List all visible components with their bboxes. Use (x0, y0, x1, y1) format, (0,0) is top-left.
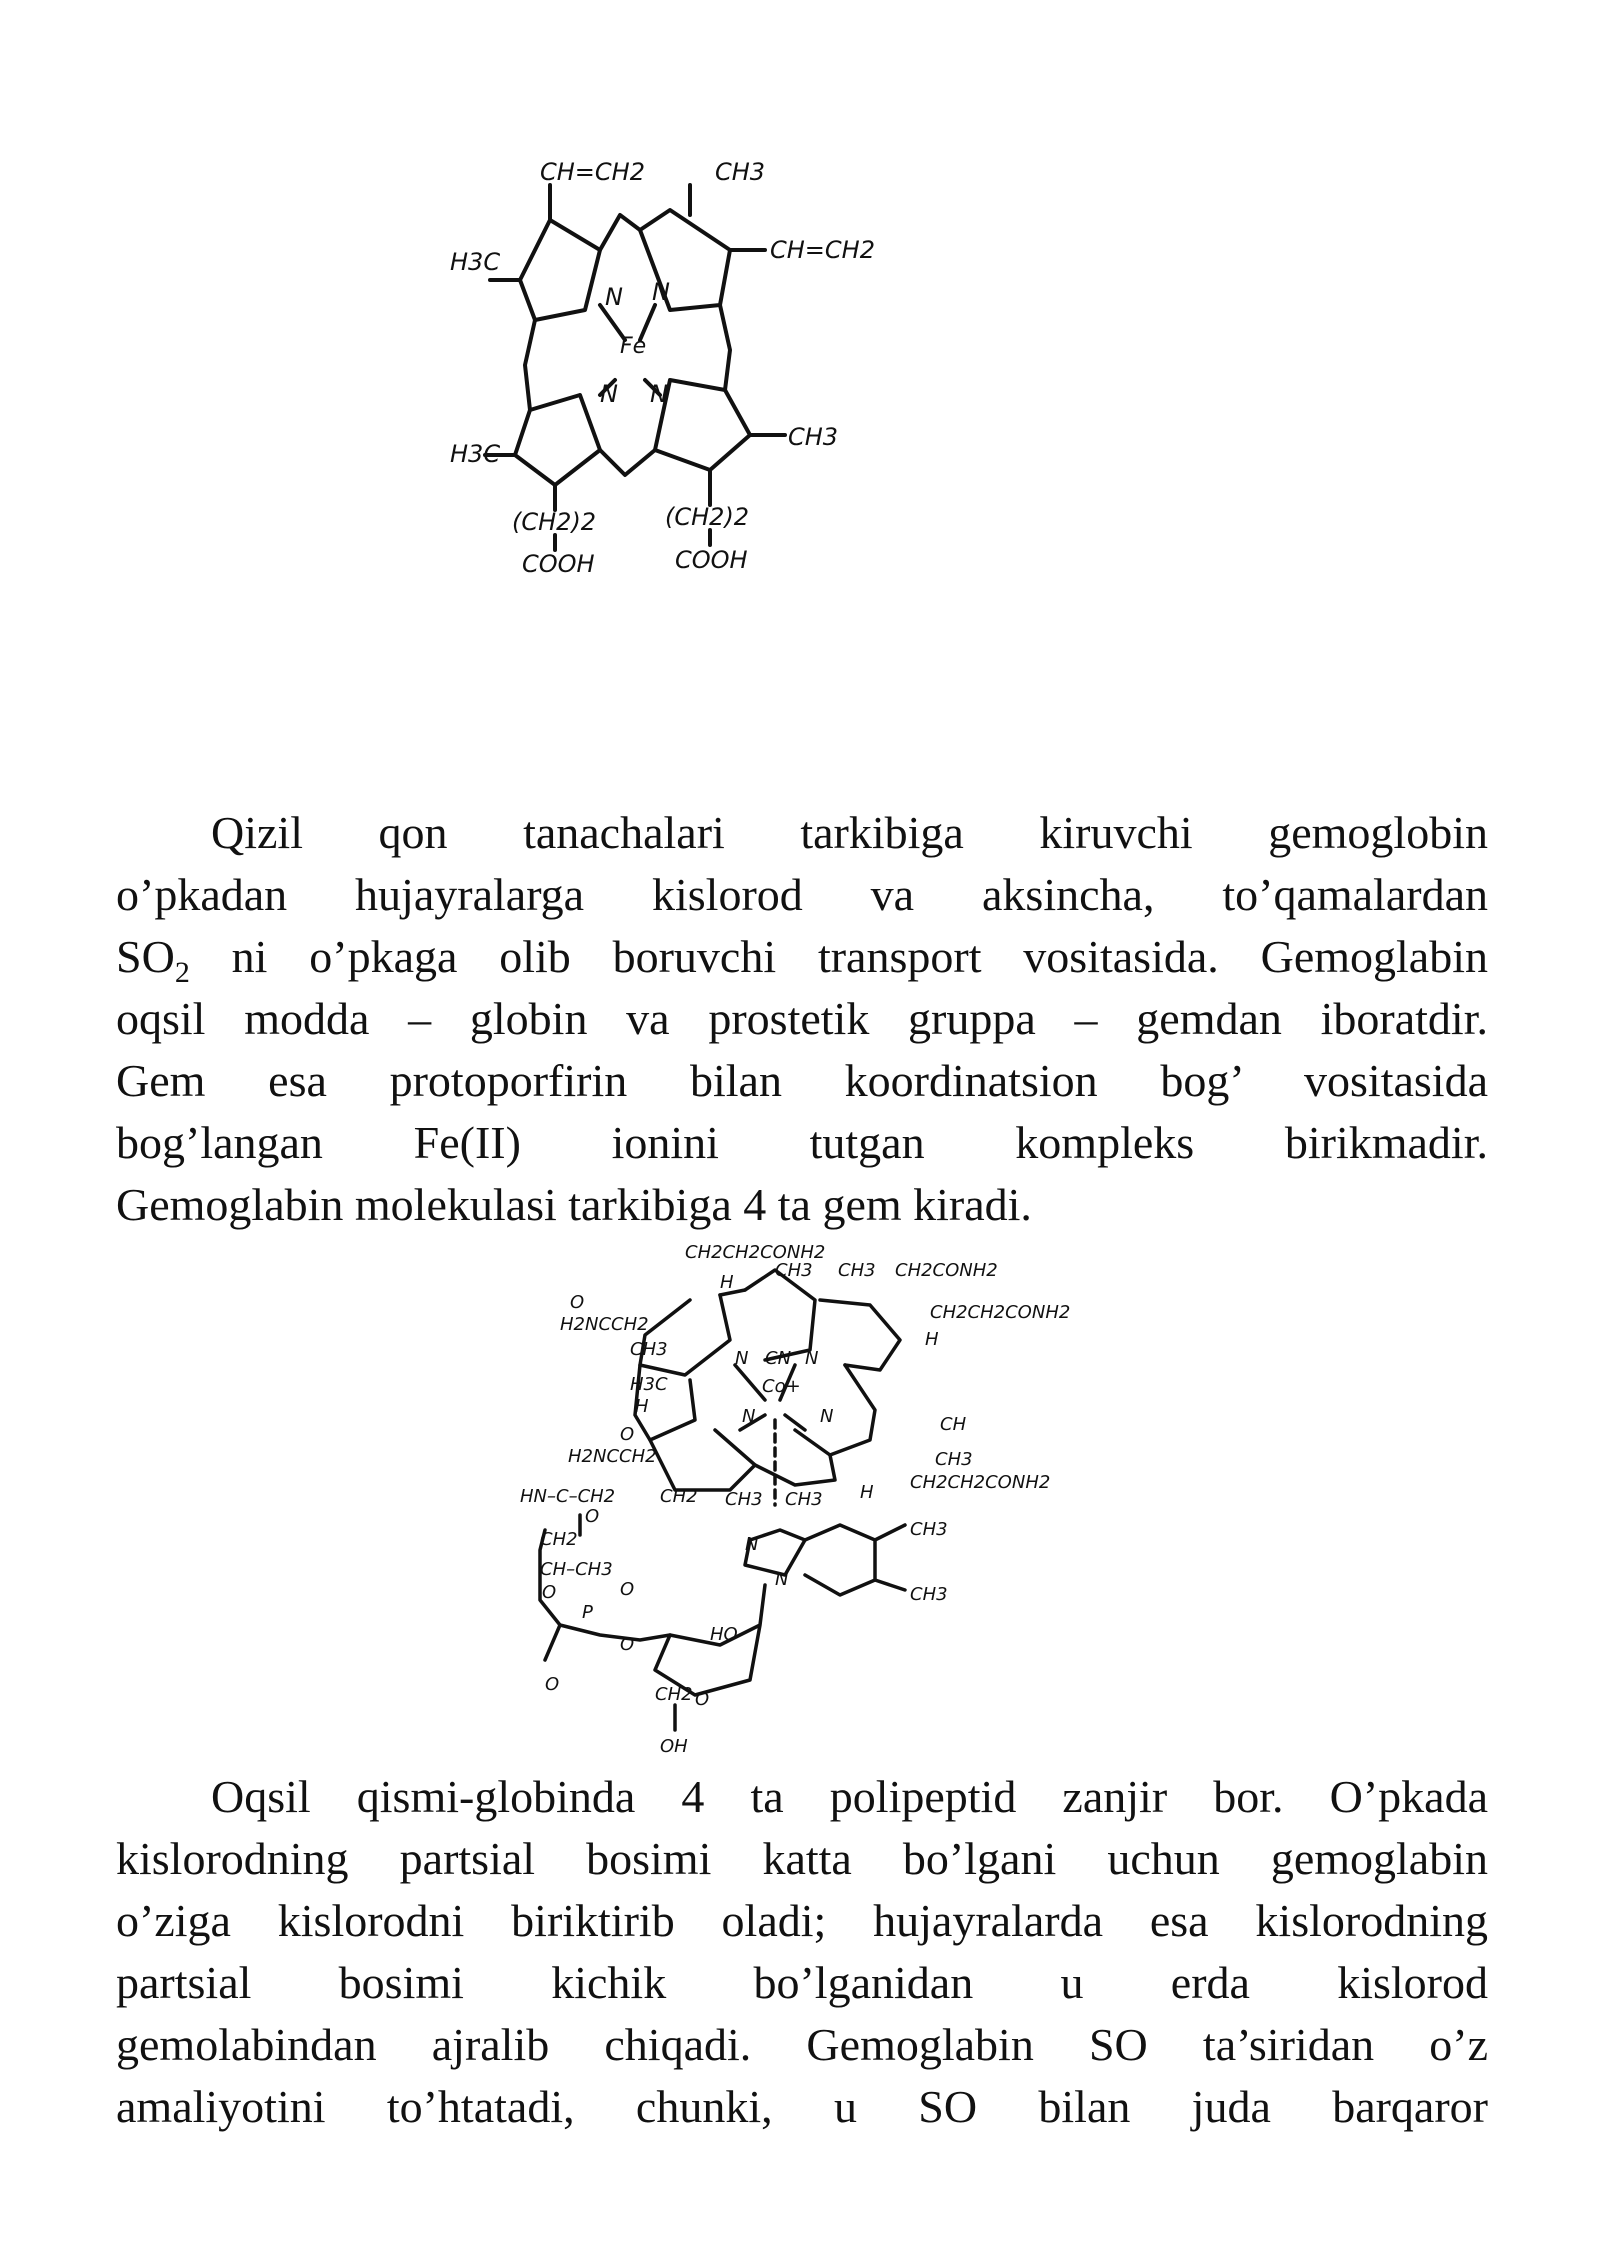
label-n-benz2: N (775, 1569, 789, 1590)
label-methyl-left-top: H3C (450, 248, 501, 276)
label-vinyl-top: CH=CH2 (540, 158, 645, 186)
label-top-chain: CH2CH2CONH2 (685, 1242, 826, 1263)
paragraph-1-line: bog’langan Fe(II) ionini tutgan kompleks birikmadir. (116, 1117, 1488, 1168)
paragraph-2-line: kislorodning partsial bosimi katta bo’lgani uchun gemoglabin (116, 1833, 1488, 1884)
label-ch3-left: CH3 (630, 1339, 668, 1360)
label-right-chain: CH2CH2CONH2 (930, 1302, 1071, 1323)
label-n-c: N (742, 1406, 756, 1427)
paragraph-2-line: partsial bosimi kichik bo’lganidan u erda kislorod (116, 1957, 1488, 2008)
label-amide-left2: H2NCCH2 (568, 1446, 657, 1467)
paragraph-2-line: gemolabindan ajralib chiqadi. Gemoglabin SO ta’siridan o’z (116, 2019, 1488, 2070)
label-n-b: N (805, 1348, 819, 1369)
paragraph-1-line (116, 926, 1488, 988)
label-n1: N (605, 283, 623, 311)
label-o-amide: O (585, 1506, 600, 1527)
label-h3c: H3C (630, 1374, 668, 1395)
label-ch3-mid2: CH3 (785, 1489, 823, 1510)
paragraph-2-line: o’ziga kislorodni biriktirib oladi; hujayralarda esa kislorodning (116, 1895, 1488, 1946)
paragraph-1-line: Qizil qon tanachalari tarkibiga kiruvchi gemoglobin (211, 807, 1488, 858)
formula-so: SO (116, 931, 175, 982)
label-o-sugar: O (695, 1689, 710, 1710)
label-metal: Fe (620, 334, 647, 359)
label-ch3-a: CH3 (775, 1260, 813, 1281)
label-p: P (582, 1602, 593, 1623)
label-o-left: O (570, 1292, 585, 1313)
label-amide-left: H2NCCH2 (560, 1314, 649, 1335)
paragraph-1-line: Gem esa protoporfirin bilan koordinatsion bog’ vositasida (116, 1055, 1488, 1106)
label-n2: N (652, 278, 670, 306)
paragraph-2-line: Oqsil qismi-globinda 4 ta polipeptid zanjir bor. O’pkada (211, 1771, 1488, 1822)
label-hn-chain: HN–C–CH2 (520, 1486, 616, 1507)
label-ch3-benz1: CH3 (910, 1519, 948, 1540)
label-n4: N (650, 380, 668, 408)
paragraph-2 (116, 1766, 1488, 2138)
label-ch3-b: CH3 (838, 1260, 876, 1281)
label-ho: HO (710, 1624, 738, 1645)
paragraph-1-line-rest: ni o’pkaga olib boruvchi transport vositasida. Gemoglabin (231, 931, 1488, 982)
label-h-left: H (635, 1396, 649, 1417)
formula-subscript: 2 (174, 956, 190, 990)
label-h-right: H (925, 1329, 939, 1350)
paragraph-2-line: amaliyotini to’htatadi, chunki, u SO bilan juda barqaror (116, 2081, 1488, 2132)
label-ch2-mid: CH2 (660, 1486, 698, 1507)
label-ch2conh2-top: CH2CONH2 (895, 1260, 998, 1281)
label-h-top: H (720, 1272, 734, 1293)
label-o-chain: O (542, 1582, 557, 1603)
label-cn: CN (765, 1348, 792, 1369)
label-methyl-right: CH3 (788, 423, 839, 451)
label-ch-ch3: CH–CH3 (540, 1559, 613, 1580)
cobalamin-structure-figure (520, 1240, 1080, 1760)
label-o-left2: O (620, 1424, 635, 1445)
heme-structure-drawing (440, 140, 920, 600)
label-acid-left: COOH (522, 550, 595, 578)
label-o-ring: O (620, 1634, 635, 1655)
label-ch3-mid1: CH3 (725, 1489, 763, 1510)
label-o-double: O (545, 1674, 560, 1695)
label-chain-right2: CH2CH2CONH2 (910, 1472, 1051, 1493)
label-co: Co+ (762, 1376, 801, 1397)
label-oh: OH (660, 1736, 688, 1757)
paragraph-1 (116, 802, 1488, 1236)
paragraph-1-line: oqsil modda – globin va prostetik gruppa – gemdan iboratdir. (116, 993, 1488, 1044)
label-methyl-top: CH3 (715, 158, 766, 186)
label-ch2-chain: CH2 (540, 1529, 578, 1550)
label-ch-right: CH (940, 1414, 967, 1435)
label-chain-left: (CH2)2 (512, 508, 597, 536)
label-n-a: N (735, 1348, 749, 1369)
label-ch3-right2: CH3 (935, 1449, 973, 1470)
cobalamin-structure-drawing (520, 1240, 1080, 1760)
label-o-minus: O (620, 1579, 635, 1600)
label-ch2-sugar: CH2 (655, 1684, 693, 1705)
label-n3: N (600, 380, 618, 408)
label-vinyl-right: CH=CH2 (770, 236, 875, 264)
label-acid-right: COOH (675, 546, 748, 574)
label-ch3-benz2: CH3 (910, 1584, 948, 1605)
heme-structure-figure (440, 140, 920, 600)
paragraph-1-line: Gemoglabin molekulasi tarkibiga 4 ta gem kiradi. (116, 1179, 1032, 1230)
label-chain-right: (CH2)2 (665, 503, 750, 531)
label-methyl-left-bottom: H3C (450, 440, 501, 468)
label-n-d: N (820, 1406, 834, 1427)
paragraph-1-line: o’pkadan hujayralarga kislorod va aksincha, to’qamalardan (116, 869, 1488, 920)
label-h-mid: H (860, 1482, 874, 1503)
label-n-benz1: N (745, 1534, 759, 1555)
